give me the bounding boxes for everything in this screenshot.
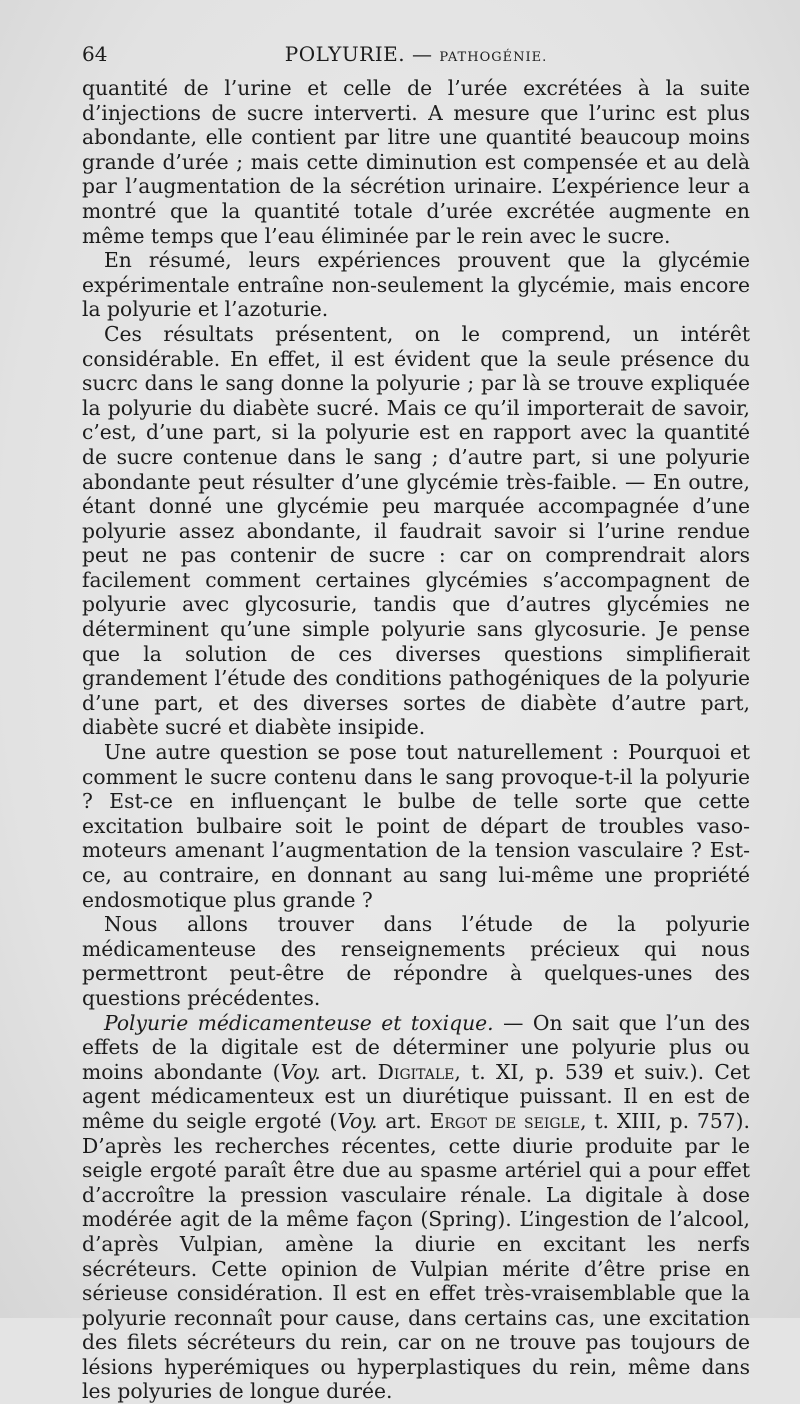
running-title (82, 40, 750, 72)
paragraph-question: Une autre question se pose tout naturellement : Pourquoi et comment le sucre contenu dans le sang provoque-t-il la polyurie ? Est-ce en influençant le bulbe de telle sorte que cette excitation bulbaire soit le point de départ de troubles vaso-moteurs amenant l’augmentation de la tension vasculaire ? Est-ce, au contraire, en donnant au sang lui-même une propriété endosmotique plus grande ? (82, 740, 750, 912)
text-segment: art. (320, 1059, 378, 1084)
section-heading: Polyurie médicamenteuse et toxique. (104, 1010, 494, 1035)
cross-reference-digitale: Digitale (377, 1059, 455, 1084)
voy-abbrev: Voy. (337, 1108, 378, 1133)
text-segment: , t. XIII, p. 757). D’après les recherches récentes, cette diurie produite par le seigle ergoté paraît être due au spasme artériel qui a pour effet d’accroître la pression vasculaire rénale. La digitale à dose modérée agit de la même façon (Spring). L’ingestion de l’alcool, d’après Vulpian, amène la diurie en excitant les nerfs sécréteurs. Cette opinion de Vulpian mérite d’être prise en sérieuse considération. Il est en effet très-vraisemblable que la polyurie reconnaît pour cause, dans certains cas, une excitation des filets sécréteurs du rein, car on ne trouve pas toujours de lésions hyperémiques ou hyperplastiques du rein, même dans les polyuries de longue durée. (82, 1108, 750, 1404)
paragraph-medicamentous-polyuria (82, 1011, 750, 1404)
page-number: 64 (82, 42, 108, 66)
paragraph-transition: Nous allons trouver dans l’étude de la polyurie médicamenteuse des renseignements précieux qui nous permettront peut-être de répondre à quelques-unes des questions précédentes. (82, 912, 750, 1010)
text-segment: , t. XI, p. 539 et suiv.). Cet agent médicamenteux est un diurétique puissant. Il en est de même du seigle ergoté ( (82, 1059, 750, 1133)
title-section: PATHOGÉNIE. (439, 50, 548, 65)
body-text (82, 76, 750, 1404)
title-main: POLYURIE. (284, 42, 406, 66)
paragraph-summary: En résumé, leurs expériences prouvent que la glycémie expérimentale entraîne non-seulement la glycémie, mais encore la polyurie et l’azoturie. (82, 248, 750, 322)
text-segment: art. (377, 1108, 430, 1133)
paragraph-results: Ces résultats présentent, on le comprend, un intérêt considérable. En effet, il est évident que la seule présence du sucrc dans le sang donne la polyurie ; par là se trouve expliquée la polyurie du diabète sucré. Mais ce qu’il importerait de savoir, c’est, d’une part, si la polyurie est en rapport avec la quantité de sucre contenue dans le sang ; d’autre part, si une polyurie abondante peut résulter d’une glycémie très-faible. — En outre, étant donné une glycémie peu marquée accompagnée d’une polyurie assez abondante, il faudrait savoir si l’urine rendue peut ne pas contenir de sucre : car on comprendrait alors facilement comment certaines glycémies s’accompagnent de polyurie avec glycosurie, tandis que d’autres glycémies ne déterminent qu’une simple polyurie sans glycosurie. Je pense que la solution de ces diverses questions simplifierait grandement l’étude des conditions pathogéniques de la polyurie d’une part, et des diverses sortes de diabète d’autre part, diabète sucré et diabète insipide. (82, 321, 750, 740)
title-separator: — (411, 42, 433, 66)
voy-abbrev: Voy. (280, 1059, 321, 1084)
text-segment: — On sait que l’un des effets de la digitale est de déterminer une polyurie plus ou moins abondante ( (82, 1010, 750, 1084)
cross-reference-ergot: Ergot de seigle (429, 1108, 581, 1133)
paragraph-continued: quantité de l’urine et celle de l’urée excrétées à la suite d’injections de sucre interverti. A mesure que l’urinc est plus abondante, elle contient par litre une quantité beaucoup moins grande d’urée ; mais cette diminution est compensée et au delà par l’augmentation de la sécrétion urinaire. L’expérience leur a montré que la quantité totale d’urée excrétée augmente en même temps que l’eau éliminée par le rein avec le sucre. (82, 76, 750, 248)
running-head (82, 40, 750, 76)
